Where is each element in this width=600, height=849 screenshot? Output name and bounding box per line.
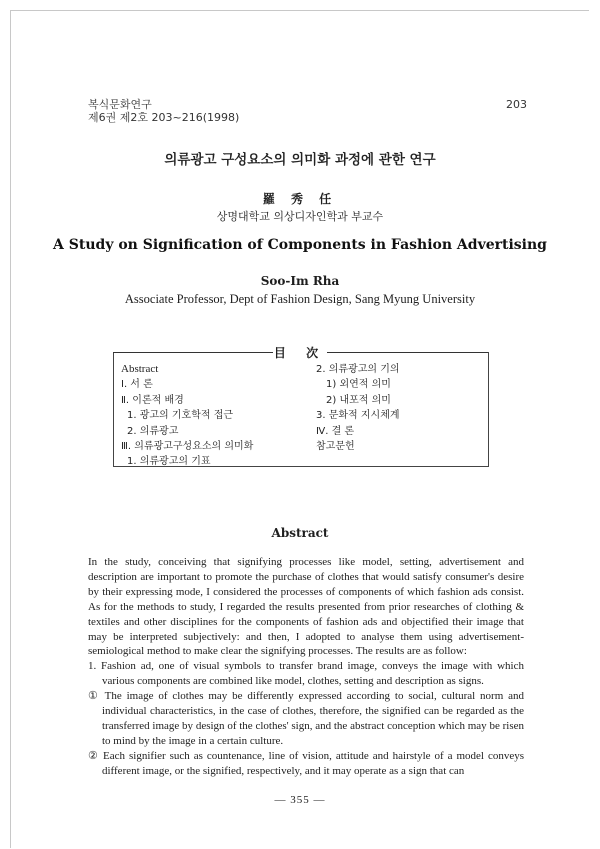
abstract-item-circled-1: ① The image of clothes may be differently expressed according to social, cultural norm and individual characteristics, in the case of clothes, therefore, the signified can be regarded as the transferred image by design of the clothes' sign, and the abstract conception which may be risen to mind by the image in a certain culture. — [88, 690, 524, 747]
page-number: 203 — [506, 98, 527, 111]
toc-top-rule-left — [113, 352, 273, 353]
title-english: A Study on Signification of Components in Fashion Advertising — [53, 237, 547, 253]
journal-volume: 제6권 제2호 203~216(1998) — [88, 111, 240, 124]
abstract-body — [88, 555, 524, 779]
toc-item: 참고문헌 — [316, 441, 355, 453]
toc-item: 3. 문화적 지시체계 — [316, 410, 400, 422]
toc-item: 2) 내포적 의미 — [326, 394, 391, 406]
page-footer: — 355 — — [274, 794, 326, 806]
toc-right-column — [316, 362, 400, 454]
author-english: Soo-Im Rha — [260, 274, 340, 288]
toc-left-column — [121, 362, 253, 470]
toc-item: Ⅳ. 결 론 — [316, 425, 355, 437]
toc-item: Ⅰ. 서 론 — [121, 379, 153, 391]
toc-item: 2. 의류광고의 기의 — [316, 364, 400, 375]
toc-item: 1. 광고의 기호학적 접근 — [127, 410, 234, 422]
abstract-item-circled-2: ② Each signifier such as countenance, line of vision, attitude and hairstyle of a model conveys different image, or the signified, respectively, and it may operate as a sign that can — [88, 749, 524, 777]
affiliation-korean: 상명대학교 의상디자인학과 부교수 — [216, 210, 384, 223]
abstract-item-1: 1. Fashion ad, one of visual symbols to transfer brand image, conveys the image with which various components are combined like model, clothes, setting and description as signs. — [88, 660, 524, 688]
journal-name: 복식문화연구 — [88, 98, 152, 111]
toc-heading: 目 次 — [273, 346, 327, 360]
abstract-paragraph: In the study, conceiving that signifying processes like model, setting, advertisement and description are important to promote the purchase of clothes that would satisfy consumer's desire by their expressing mode, I considered the processes of components of which fashion ads consist. As for the methods to study, I regarded the results presented from prior researches of clothing & textiles and other disciplines for the components of fashion ads and objectified their image that may be interpreted subjectively: and then, I adopted to analyse them using advertisement-semiological method to make clear the signifying processes. The results are as follow: — [88, 556, 524, 658]
toc-item: Ⅱ. 이론적 배경 — [121, 394, 184, 406]
toc-item: Ⅲ. 의류광고구성요소의 의미화 — [121, 441, 254, 453]
abstract-heading: Abstract — [271, 526, 329, 540]
toc-item: 1) 외연적 의미 — [326, 379, 391, 391]
author-korean: 羅 秀 任 — [262, 192, 338, 206]
toc-item: 2. 의류광고 — [127, 425, 179, 437]
affiliation-english: Associate Professor, Dept of Fashion Design, Sang Myung University — [124, 292, 476, 306]
toc-item: Abstract — [121, 363, 159, 375]
toc-item: 1. 의류광고의 기표 — [127, 456, 211, 468]
title-korean: 의류광고 구성요소의 의미화 과정에 관한 연구 — [164, 152, 436, 168]
toc-top-rule-right — [327, 352, 488, 353]
